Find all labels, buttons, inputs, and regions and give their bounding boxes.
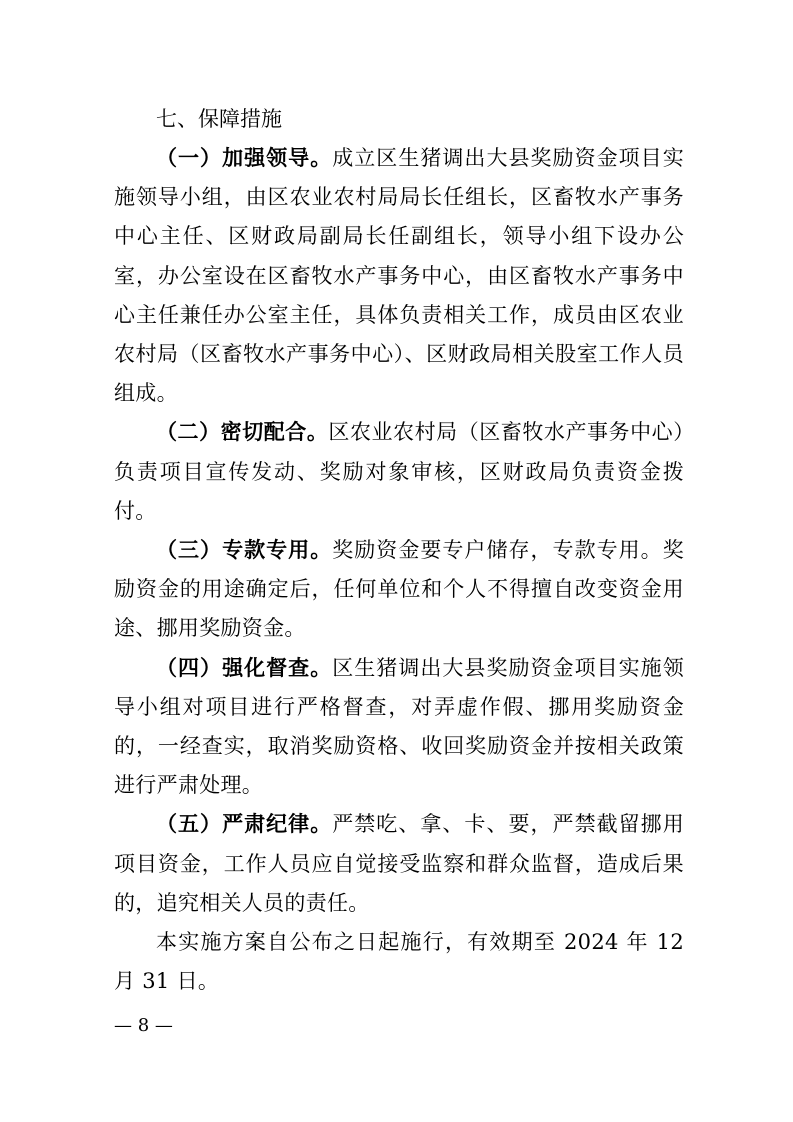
paragraph-heading: （二）密切配合。 [156,420,329,445]
page-number: — 8 — [114,1015,173,1036]
paragraph-strengthen-supervision [114,649,684,806]
paragraph-close-cooperation [114,413,684,531]
paragraph-text: 区生猪调出大县奖励资金项目实施领导小组对项目进行严格督查，对弄虚作假、挪用奖励资金的，一经查实，取消奖励资格、收回奖励资金并按相关政策进行严肃处理。 [114,655,684,798]
paragraph-earmarked-funds [114,531,684,649]
closing-paragraph: 本实施方案自公布之日起施行，有效期至 2024 年 12 月 31 日。 [114,930,684,994]
paragraph-strict-discipline [114,805,684,923]
paragraph-heading: （一）加强领导。 [156,146,333,170]
paragraph-text: 区农业农村局（区畜牧水产事务中心）负责项目宣传发动、奖励对象审核，区财政局负责资金拨付。 [114,420,684,523]
paragraph-text: 奖励资金要专户储存，专款专用。奖励资金的用途确定后，任何单位和个人不得擅自改变资金用途、挪用奖励资金。 [114,538,684,641]
paragraph-heading: （四）强化督查。 [156,655,333,680]
paragraph-heading: （三）专款专用。 [156,538,333,563]
document-body [114,100,684,1001]
paragraph-text: 严禁吃、拿、卡、要，严禁截留挪用项目资金，工作人员应自觉接受监察和群众监督，造成后果的，追究相关人员的责任。 [114,812,684,915]
paragraph-strengthen-leadership [114,139,684,413]
section-title: 七、保障措施 [156,107,282,131]
paragraph-text: 成立区生猪调出大县奖励资金项目实施领导小组，由区农业农村局局长任组长，区畜牧水产事务中心主任、区财政局副局长任副组长，领导小组下设办公室，办公室设在区畜牧水产事务中心，由区畜牧水产事务中心主任兼任办公室主任，具体负责相关工作，成员由区农业农村局（区畜牧水产事务中心）、区财政局相关股室工作人员组成。 [114,146,684,406]
paragraph-heading: （五）严肃纪律。 [156,812,333,837]
